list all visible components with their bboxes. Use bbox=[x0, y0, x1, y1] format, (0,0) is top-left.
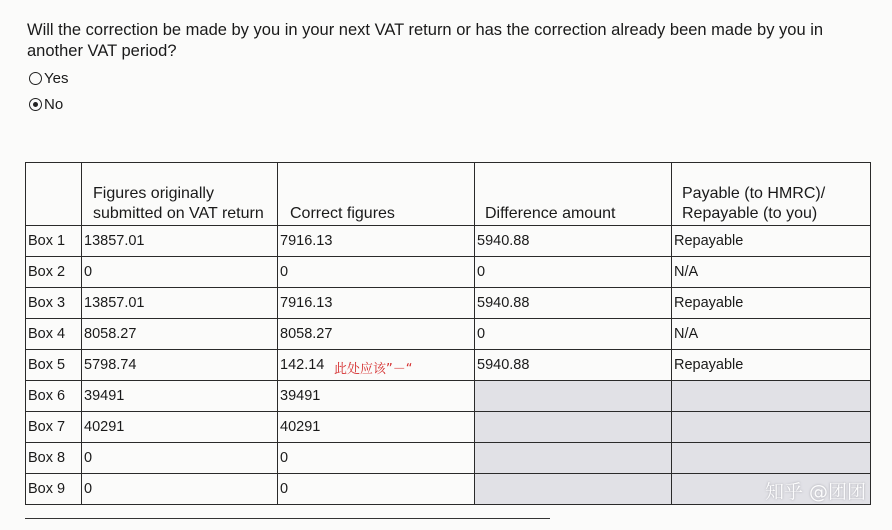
shaded-cell bbox=[672, 412, 871, 443]
correct-value: 39491 bbox=[278, 381, 475, 412]
original-value: 40291 bbox=[82, 412, 278, 443]
correct-value-cell bbox=[278, 350, 475, 381]
box-label: Box 3 bbox=[26, 288, 82, 319]
box-label: Box 8 bbox=[26, 443, 82, 474]
vat-correction-question: Will the correction be made by you in your next VAT return or has the correction already been made by you in another VAT period? bbox=[27, 21, 824, 60]
bottom-divider bbox=[25, 518, 550, 519]
box-label: Box 7 bbox=[26, 412, 82, 443]
shaded-cell bbox=[672, 443, 871, 474]
correct-value: 7916.13 bbox=[278, 226, 475, 257]
yes-label: Yes bbox=[44, 70, 69, 87]
header-payable-repayable: Payable (to HMRC)/ Repayable (to you) bbox=[672, 163, 871, 226]
table-row bbox=[26, 474, 871, 505]
correct-value: 7916.13 bbox=[278, 288, 475, 319]
original-value: 13857.01 bbox=[82, 226, 278, 257]
original-value: 39491 bbox=[82, 381, 278, 412]
zhihu-watermark: 知乎 @团团 bbox=[764, 481, 866, 503]
table-row bbox=[26, 257, 871, 288]
header-original-figures: Figures originally submitted on VAT return bbox=[82, 163, 278, 226]
header-correct-figures: Correct figures bbox=[278, 163, 475, 226]
table-row bbox=[26, 443, 871, 474]
difference-value: 5940.88 bbox=[475, 350, 672, 381]
no-radio-button[interactable] bbox=[29, 98, 42, 111]
payable-value: Repayable bbox=[672, 288, 871, 319]
box-label: Box 5 bbox=[26, 350, 82, 381]
correct-value: 0 bbox=[278, 443, 475, 474]
table-row bbox=[26, 319, 871, 350]
correct-value: 0 bbox=[278, 257, 475, 288]
difference-value: 5940.88 bbox=[475, 288, 672, 319]
table-row bbox=[26, 288, 871, 319]
vat-figures-table bbox=[25, 162, 871, 505]
correct-value: 142.14 bbox=[280, 357, 325, 373]
table-header-row bbox=[26, 163, 871, 226]
shaded-cell bbox=[475, 412, 672, 443]
header-difference-amount: Difference amount bbox=[475, 163, 672, 226]
shaded-cell bbox=[672, 381, 871, 412]
yes-radio-button[interactable] bbox=[29, 72, 42, 85]
box-label: Box 9 bbox=[26, 474, 82, 505]
shaded-cell bbox=[475, 443, 672, 474]
table-row bbox=[26, 350, 871, 381]
payable-value: Repayable bbox=[672, 350, 871, 381]
table-row bbox=[26, 412, 871, 443]
option-yes[interactable] bbox=[29, 70, 68, 87]
correct-value: 8058.27 bbox=[278, 319, 475, 350]
table-row bbox=[26, 226, 871, 257]
payable-value: N/A bbox=[672, 319, 871, 350]
box-label: Box 4 bbox=[26, 319, 82, 350]
original-value: 13857.01 bbox=[82, 288, 278, 319]
correct-value: 40291 bbox=[278, 412, 475, 443]
original-value: 0 bbox=[82, 257, 278, 288]
option-no[interactable] bbox=[29, 96, 63, 113]
shaded-cell bbox=[475, 381, 672, 412]
original-value: 0 bbox=[82, 443, 278, 474]
table-row bbox=[26, 381, 871, 412]
red-annotation: 此处应该”－“ bbox=[334, 362, 413, 377]
original-value: 0 bbox=[82, 474, 278, 505]
box-label: Box 2 bbox=[26, 257, 82, 288]
no-label: No bbox=[44, 96, 64, 113]
shaded-cell bbox=[475, 474, 672, 505]
payable-value: Repayable bbox=[672, 226, 871, 257]
payable-value: N/A bbox=[672, 257, 871, 288]
original-value: 5798.74 bbox=[82, 350, 278, 381]
box-label: Box 6 bbox=[26, 381, 82, 412]
box-label: Box 1 bbox=[26, 226, 82, 257]
correct-value: 0 bbox=[278, 474, 475, 505]
original-value: 8058.27 bbox=[82, 319, 278, 350]
difference-value: 0 bbox=[475, 257, 672, 288]
difference-value: 5940.88 bbox=[475, 226, 672, 257]
header-box bbox=[26, 163, 82, 226]
difference-value: 0 bbox=[475, 319, 672, 350]
